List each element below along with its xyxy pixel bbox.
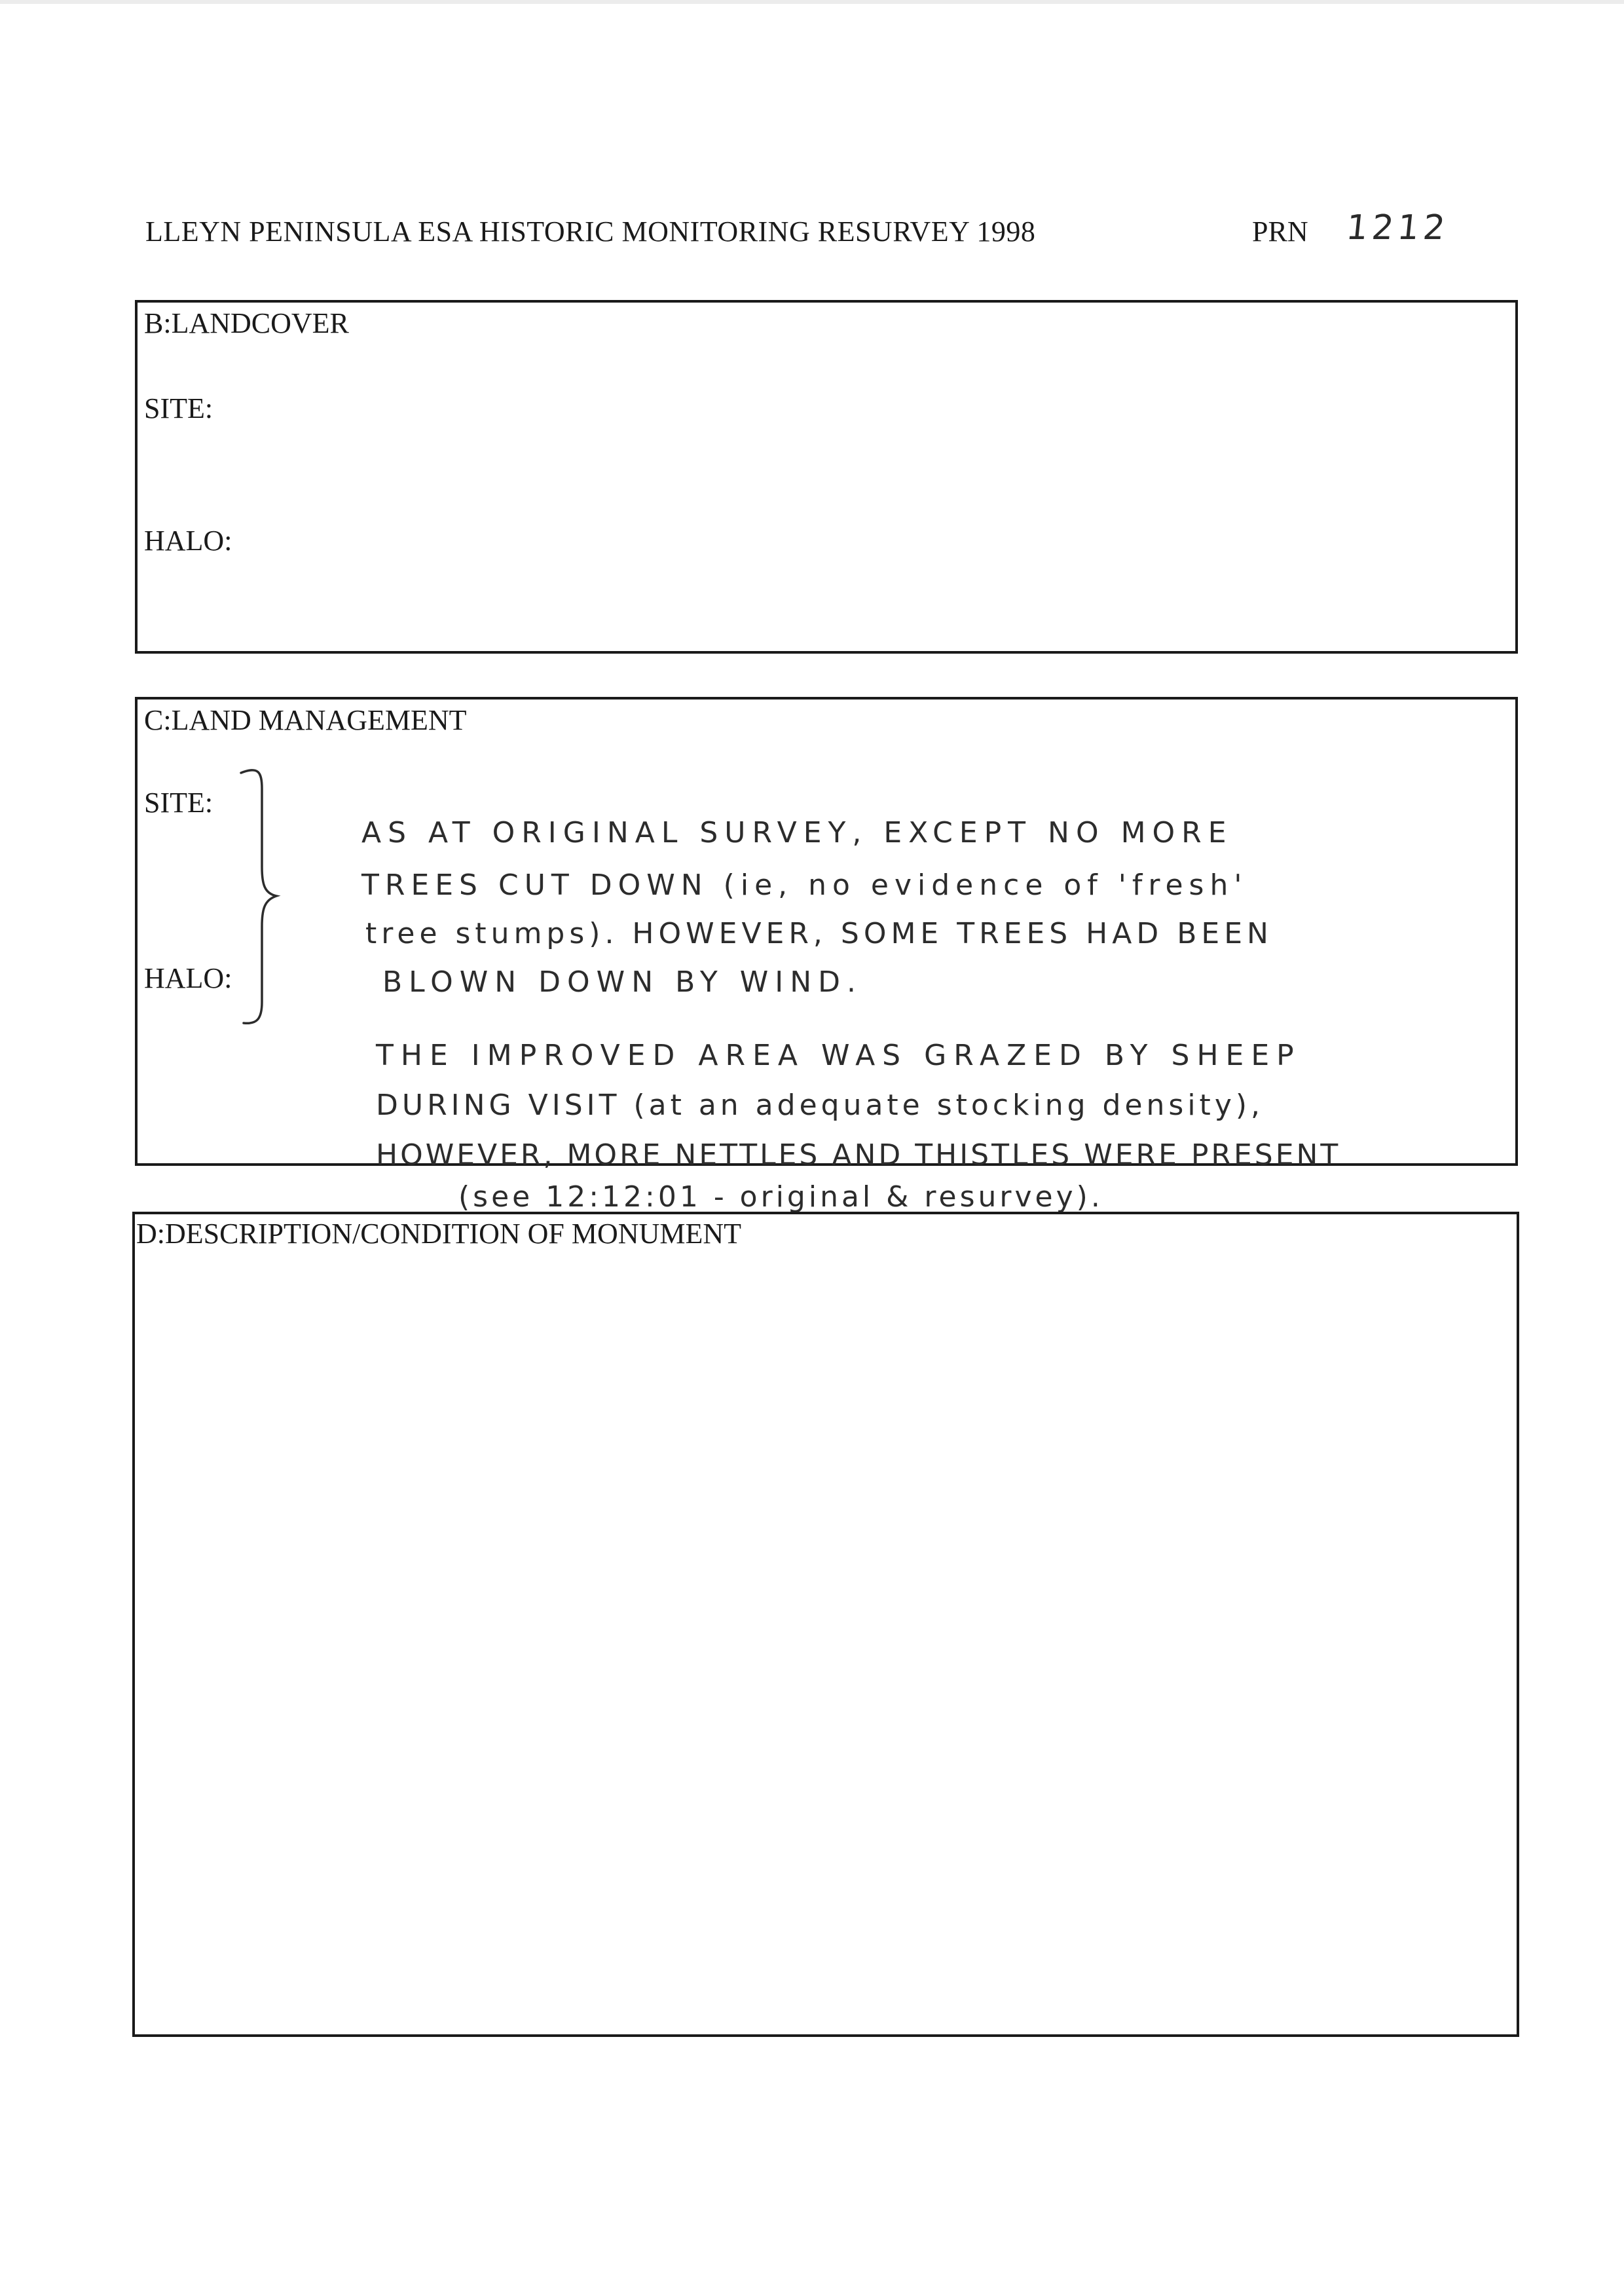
landcover-section <box>135 300 1518 654</box>
note-line-8: (see 12:12:01 - original & resurvey). <box>458 1180 1103 1214</box>
land-management-site-label: SITE: <box>144 787 213 819</box>
form-title: LLEYN PENINSULA ESA HISTORIC MONITORING RESURVEY 1998 <box>145 215 1036 248</box>
land-management-halo-label: HALO: <box>144 962 232 994</box>
description-title: D:DESCRIPTION/CONDITION OF MONUMENT <box>136 1218 741 1250</box>
note-line-5: THE IMPROVED AREA WAS GRAZED BY SHEEP <box>376 1039 1301 1072</box>
brace-mark <box>236 765 282 1027</box>
landcover-halo-label: HALO: <box>144 525 232 557</box>
note-line-7: HOWEVER, MORE NETTLES AND THISTLES WERE PRESENT <box>376 1138 1341 1172</box>
note-line-1: AS AT ORIGINAL SURVEY, EXCEPT NO MORE <box>361 816 1233 849</box>
note-line-4: BLOWN DOWN BY WIND. <box>382 965 862 999</box>
description-section <box>132 1212 1519 2037</box>
prn-value-handwritten: 1212 <box>1344 208 1451 248</box>
landcover-title: B:LANDCOVER <box>144 307 349 339</box>
land-management-title: C:LAND MANAGEMENT <box>144 704 467 736</box>
note-line-6: DURING VISIT (at an adequate stocking density), <box>376 1089 1264 1122</box>
note-line-3: tree stumps). HOWEVER, SOME TREES HAD BEEN <box>365 917 1273 950</box>
page-top-edge <box>0 0 1624 4</box>
prn-label: PRN <box>1252 215 1308 248</box>
note-line-2: TREES CUT DOWN (ie, no evidence of 'fresh' <box>361 868 1248 902</box>
landcover-site-label: SITE: <box>144 392 213 424</box>
